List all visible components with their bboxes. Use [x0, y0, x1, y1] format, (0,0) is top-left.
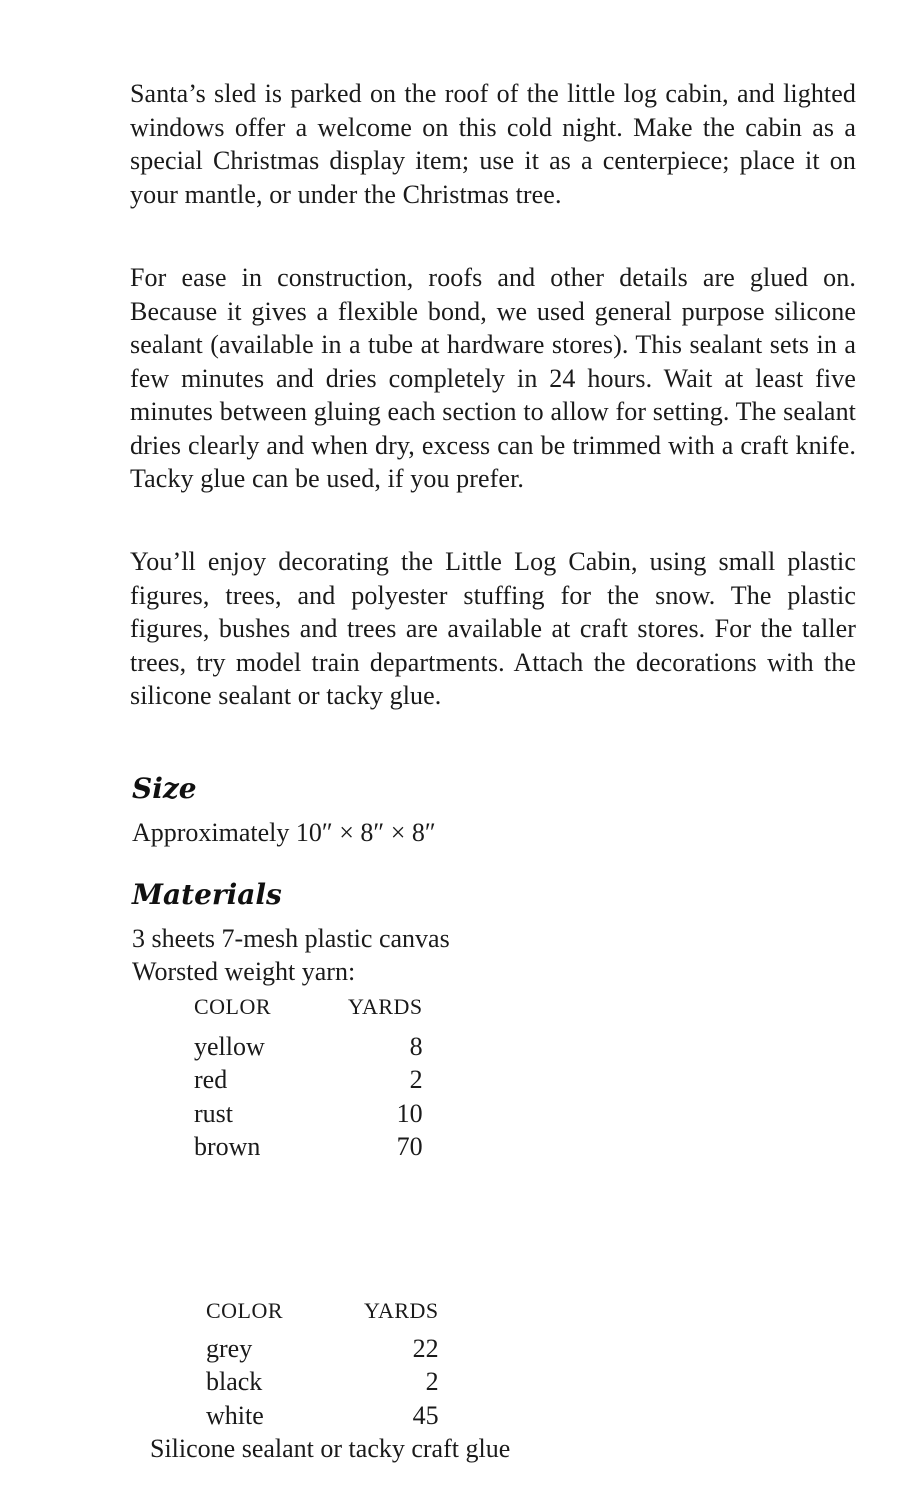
color-cell: rust: [194, 1098, 233, 1128]
yards-cell: 2: [425, 1367, 439, 1397]
yards-cell: 45: [412, 1400, 439, 1430]
yards-cell: 8: [409, 1032, 423, 1061]
table-row: [206, 1367, 439, 1400]
color-cell: white: [206, 1400, 264, 1430]
materials-canvas-line: 3 sheets 7-mesh plastic canvas: [132, 924, 450, 953]
color-cell: brown: [194, 1131, 261, 1161]
yards-cell: 70: [396, 1131, 423, 1161]
table-header-row: [194, 994, 423, 1032]
yards-column-header: YARDS: [364, 1298, 439, 1323]
color-cell: yellow: [194, 1032, 265, 1061]
table-row: [194, 1132, 423, 1165]
color-column-header: COLOR: [194, 994, 272, 1019]
size-heading: Size: [132, 772, 197, 805]
materials-yarn-line: Worsted weight yarn:: [132, 957, 356, 986]
size-text: Approximately 10″ × 8″ × 8″: [132, 818, 436, 847]
construction-paragraph: For ease in construction, roofs and other details are glued on. Because it gives a flexible bond, we used general purpose silicone sealant (available in a tube at hardware stores). This sealant sets in a few minutes and dries completely in 24 hours. Wait at least five minutes between gluing each section to allow for setting. The sealant dries clearly and when dry, excess can be trimmed with a craft knife. Tacky glue can be used, if you prefer.: [130, 263, 856, 493]
table-header-row: [206, 1298, 439, 1334]
yards-column-header: YARDS: [348, 994, 423, 1019]
table-row: [194, 1065, 423, 1098]
yarn-table-1: [194, 994, 423, 1165]
decorating-paragraph: You’ll enjoy decorating the Little Log Cabin, using small plastic figures, trees, and polyester stuffing for the snow. The plastic figures, bushes and trees are available at craft stores. For the taller trees, try model train departments. Attach the decorations with the silicone sealant or tacky glue.: [130, 547, 856, 710]
glue-line: Silicone sealant or tacky craft glue: [150, 1434, 511, 1463]
color-cell: grey: [206, 1334, 253, 1363]
table-row: [194, 1099, 423, 1132]
yards-cell: 10: [396, 1098, 423, 1128]
table-row: [206, 1334, 439, 1367]
table-row: [194, 1032, 423, 1065]
color-column-header: COLOR: [206, 1298, 284, 1323]
table-row: [206, 1401, 439, 1434]
color-cell: black: [206, 1367, 263, 1397]
materials-heading: Materials: [132, 878, 282, 911]
intro-paragraph: Santa’s sled is parked on the roof of the little log cabin, and lighted windows offer a welcome on this cold night. Make the cabin as a special Christmas display item; use it as a centerpiece; place it on your mantle, or under the Christmas tree.: [130, 79, 856, 209]
color-cell: red: [194, 1065, 228, 1095]
yards-cell: 22: [412, 1334, 439, 1363]
yards-cell: 2: [409, 1065, 423, 1095]
yarn-table-2: [206, 1298, 439, 1434]
